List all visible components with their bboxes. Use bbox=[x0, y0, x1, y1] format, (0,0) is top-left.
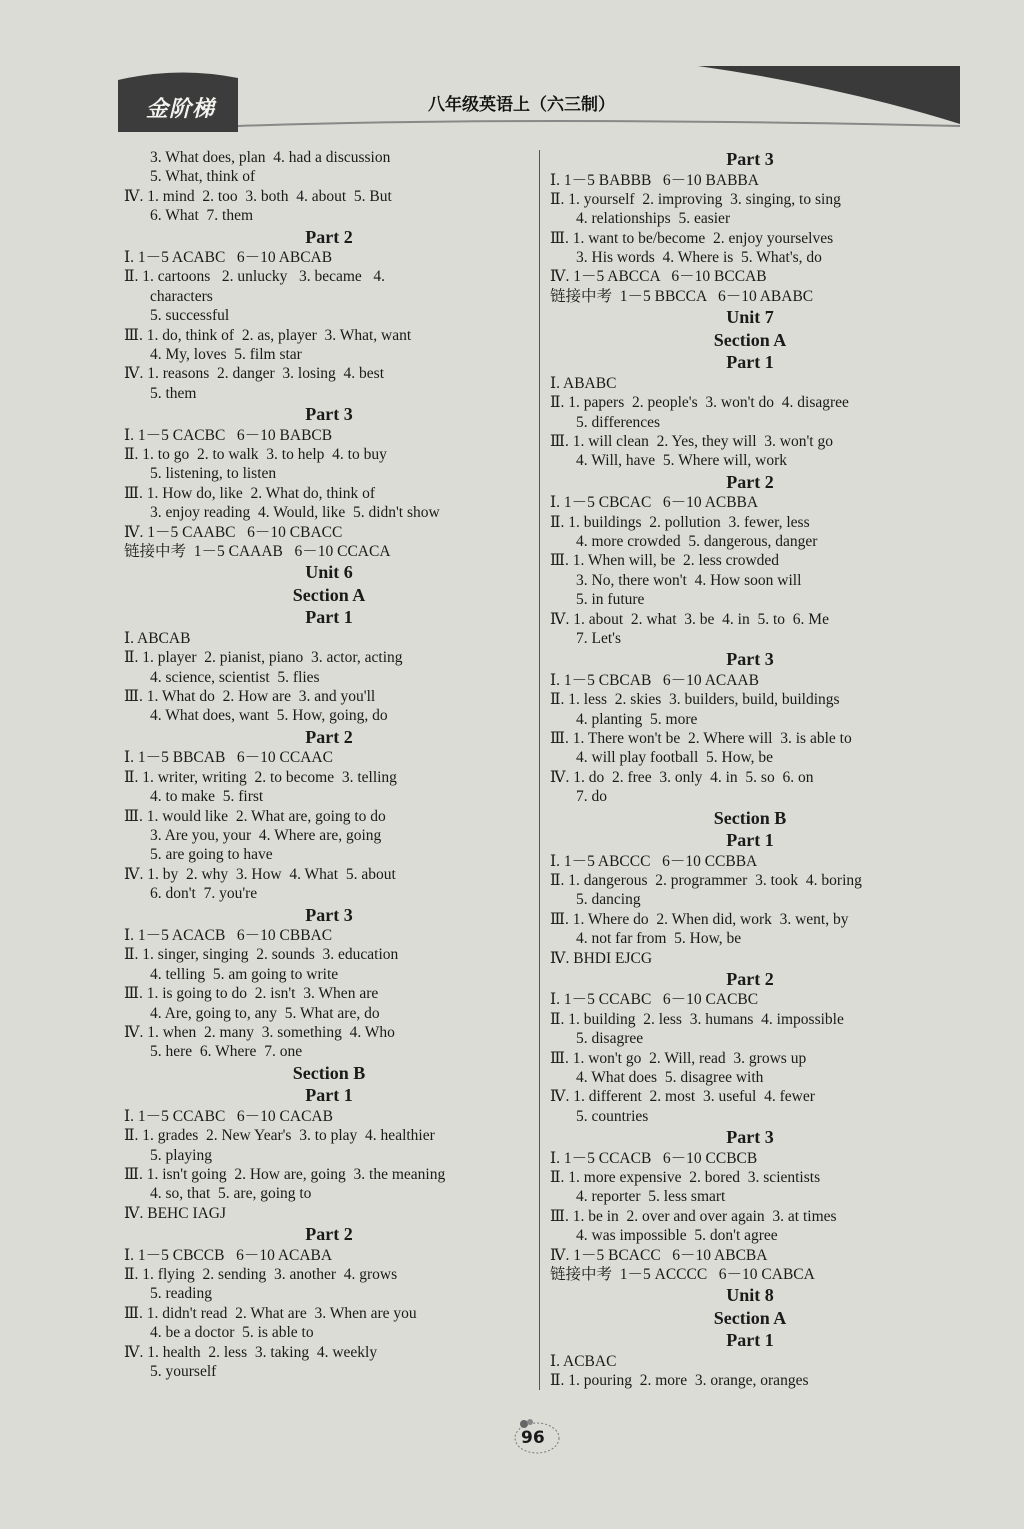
answer-line: Ⅳ. 1. do 2. free 3. only 4. in 5. so 6. on bbox=[550, 768, 814, 786]
left-answer-column bbox=[124, 148, 534, 1381]
answer-line: 4. be a doctor 5. is able to bbox=[150, 1324, 314, 1342]
answer-line: 链接中考 1－5 ACCCC 6－10 CABCA bbox=[550, 1265, 815, 1283]
answer-line: 5. here 6. Where 7. one bbox=[150, 1043, 303, 1061]
answer-line: Ⅲ. 1. isn't going 2. How are, going 3. the meaning bbox=[124, 1165, 446, 1183]
answer-line: 3. Are you, your 4. Where are, going bbox=[150, 826, 382, 844]
answer-line: Ⅲ. 1. didn't read 2. What are 3. When are you bbox=[124, 1304, 417, 1322]
answer-line: Ⅱ. 1. yourself 2. improving 3. singing, to sing bbox=[550, 190, 841, 208]
answer-line: 6. What 7. them bbox=[150, 207, 254, 225]
answer-line: 4. science, scientist 5. flies bbox=[150, 668, 320, 686]
answer-line: 4. was impossible 5. don't agree bbox=[576, 1227, 778, 1245]
page-number: 96 bbox=[521, 1428, 545, 1448]
answer-line: 4. Are, going to, any 5. What are, do bbox=[150, 1004, 380, 1022]
answer-line: Ⅱ. 1. buildings 2. pollution 3. fewer, less bbox=[550, 513, 810, 531]
answer-line: 4. reporter 5. less smart bbox=[576, 1188, 726, 1206]
answer-line: 3. No, there won't 4. How soon will bbox=[576, 571, 802, 589]
answer-line: Ⅱ. 1. flying 2. sending 3. another 4. grows bbox=[124, 1265, 398, 1283]
section-heading: Part 2 bbox=[305, 1224, 353, 1245]
answer-line: 5. differences bbox=[576, 413, 661, 431]
answer-line: 7. Let's bbox=[576, 629, 621, 647]
answer-line: Ⅱ. 1. to go 2. to walk 3. to help 4. to buy bbox=[124, 446, 387, 464]
section-heading: Part 3 bbox=[726, 149, 774, 169]
answer-line: 4. Will, have 5. Where will, work bbox=[576, 452, 788, 470]
answer-line: Ⅰ. 1－5 BABBB 6－10 BABBA bbox=[550, 171, 759, 189]
section-heading: Section B bbox=[292, 1062, 366, 1083]
logo-text: 金阶梯 bbox=[146, 96, 216, 122]
answer-line: Ⅱ. 1. building 2. less 3. humans 4. impossible bbox=[550, 1010, 844, 1028]
answer-line: Ⅳ. 1. about 2. what 3. be 4. in 5. to 6. Me bbox=[550, 610, 829, 628]
answer-line: 4. telling 5. am going to write bbox=[150, 965, 339, 983]
answer-line: Ⅲ. 1. will clean 2. Yes, they will 3. won't go bbox=[550, 432, 833, 450]
section-heading: Section B bbox=[713, 807, 787, 828]
answer-line: 5. reading bbox=[150, 1285, 212, 1303]
answer-line: 4. more crowded 5. dangerous, danger bbox=[576, 532, 818, 550]
section-heading: Part 1 bbox=[726, 352, 774, 373]
section-heading: Part 2 bbox=[305, 226, 353, 247]
answer-line: 4. relationships 5. easier bbox=[576, 210, 731, 228]
answer-line: 5. are going to have bbox=[150, 846, 273, 864]
answer-line: Ⅰ. 1－5 CBCAB 6－10 ACAAB bbox=[550, 671, 759, 689]
answer-line: Ⅳ. 1. health 2. less 3. taking 4. weekly bbox=[124, 1343, 378, 1361]
answer-line: Ⅳ. 1. by 2. why 3. How 4. What 5. about bbox=[124, 865, 396, 883]
answer-line: 4. will play football 5. How, be bbox=[576, 749, 774, 767]
answer-line: Ⅰ. ABCAB bbox=[124, 629, 191, 647]
answer-line: Ⅱ. 1. papers 2. people's 3. won't do 4. disagree bbox=[550, 394, 849, 412]
answer-line: Ⅰ. 1－5 ACACB 6－10 CBBAC bbox=[124, 927, 333, 944]
answer-line: Ⅲ. 1. do, think of 2. as, player 3. What, want bbox=[124, 326, 412, 344]
answer-line: Ⅱ. 1. singer, singing 2. sounds 3. education bbox=[124, 946, 399, 964]
answer-line: 3. enjoy reading 4. Would, like 5. didn't show bbox=[150, 504, 440, 522]
right-answer-column bbox=[550, 148, 950, 1391]
section-heading: Section A bbox=[713, 1307, 787, 1328]
answer-line: 5. in future bbox=[576, 591, 645, 609]
section-heading: Unit 6 bbox=[305, 562, 353, 583]
answer-line: 4. My, loves 5. film star bbox=[150, 346, 302, 364]
answer-line: Ⅲ. 1. When will, be 2. less crowded bbox=[550, 552, 780, 570]
answer-line: 5. disagree bbox=[576, 1030, 644, 1048]
section-heading: Unit 8 bbox=[726, 1285, 774, 1306]
answer-line: Ⅰ. 1－5 ACABC 6－10 ABCAB bbox=[124, 249, 333, 267]
answer-line: 链接中考 1－5 CAAAB 6－10 CCACA bbox=[124, 543, 391, 561]
answer-line: Ⅳ. 1. reasons 2. danger 3. losing 4. best bbox=[124, 365, 385, 383]
answer-line: Ⅲ. 1. There won't be 2. Where will 3. is able to bbox=[550, 729, 852, 747]
section-heading: Part 3 bbox=[726, 649, 774, 670]
answer-line: 7. do bbox=[576, 788, 607, 806]
answer-line: Ⅲ. 1. be in 2. over and over again 3. at times bbox=[550, 1207, 837, 1225]
answer-line: Ⅰ. 1－5 CACBC 6－10 BABCB bbox=[124, 426, 333, 444]
answer-line: Ⅲ. 1. would like 2. What are, going to do bbox=[124, 807, 386, 825]
answer-line: Ⅰ. 1－5 CCABC 6－10 CACAB bbox=[124, 1107, 333, 1125]
section-heading: Part 3 bbox=[305, 404, 353, 425]
answer-line: 4. What does 5. disagree with bbox=[576, 1068, 764, 1086]
answer-line: Ⅰ. 1－5 BBCAB 6－10 CCAAC bbox=[124, 749, 333, 767]
section-heading: Unit 7 bbox=[726, 307, 774, 328]
answer-line: Ⅳ. 1－5 BCACC 6－10 ABCBA bbox=[550, 1246, 768, 1264]
answer-line: 4. to make 5. first bbox=[150, 788, 264, 806]
section-heading: Part 3 bbox=[305, 904, 353, 925]
answer-line: Ⅳ. BHDI EJCG bbox=[550, 949, 653, 967]
answer-line: Ⅲ. 1. won't go 2. Will, read 3. grows up bbox=[550, 1049, 807, 1067]
section-heading: Part 1 bbox=[305, 607, 353, 628]
answer-line: 5. them bbox=[150, 384, 197, 402]
answer-line: 6. don't 7. you're bbox=[150, 885, 258, 903]
answer-line: 4. planting 5. more bbox=[576, 710, 698, 728]
answer-line: 3. What does, plan 4. had a discussion bbox=[150, 149, 391, 166]
answer-line: Ⅳ. 1. different 2. most 3. useful 4. fewer bbox=[550, 1088, 815, 1106]
section-heading: Part 2 bbox=[726, 968, 774, 989]
section-heading: Part 1 bbox=[726, 1330, 774, 1351]
section-heading: Part 3 bbox=[726, 1127, 774, 1148]
section-heading: Part 1 bbox=[726, 830, 774, 851]
answer-line: Ⅳ. BEHC IAGJ bbox=[124, 1204, 227, 1222]
section-heading: Section A bbox=[292, 584, 366, 605]
answer-line: Ⅰ. 1－5 CBCAC 6－10 ACBBA bbox=[550, 494, 759, 512]
answer-line: Ⅱ. 1. writer, writing 2. to become 3. telling bbox=[124, 768, 397, 786]
answer-line: Ⅳ. 1－5 CAABC 6－10 CBACC bbox=[124, 523, 343, 541]
answer-line: Ⅱ. 1. pouring 2. more 3. orange, oranges bbox=[550, 1372, 809, 1390]
answer-line: 5. dancing bbox=[576, 891, 641, 909]
page-number-badge bbox=[512, 1416, 562, 1456]
answer-line: 5. What, think of bbox=[150, 168, 256, 186]
answer-line: Ⅱ. 1. less 2. skies 3. builders, build, buildings bbox=[550, 691, 840, 709]
section-heading: Part 1 bbox=[305, 1085, 353, 1106]
answer-line: 5. successful bbox=[150, 307, 230, 325]
section-heading: Section A bbox=[713, 329, 787, 350]
answer-line: Ⅰ. ACBAC bbox=[550, 1352, 617, 1370]
answer-line: Ⅳ. 1. mind 2. too 3. both 4. about 5. But bbox=[124, 187, 392, 205]
column-divider bbox=[539, 150, 540, 1390]
answer-line: 5. countries bbox=[576, 1107, 649, 1125]
answer-line: Ⅱ. 1. more expensive 2. bored 3. scientists bbox=[550, 1169, 821, 1187]
answer-line: 3. His words 4. Where is 5. What's, do bbox=[576, 249, 822, 267]
answer-line: Ⅳ. 1. when 2. many 3. something 4. Who bbox=[124, 1023, 395, 1041]
answer-line: Ⅱ. 1. dangerous 2. programmer 3. took 4. boring bbox=[550, 871, 862, 889]
answer-line: Ⅰ. 1－5 CCACB 6－10 CCBCB bbox=[550, 1149, 758, 1167]
answer-line: Ⅳ. 1－5 ABCCA 6－10 BCCAB bbox=[550, 268, 767, 286]
book-title: 八年级英语上（六三制） bbox=[428, 95, 615, 115]
answer-line: 链接中考 1－5 BBCCA 6－10 ABABC bbox=[550, 287, 814, 305]
answer-line: Ⅲ. 1. What do 2. How are 3. and you'll bbox=[124, 688, 376, 706]
answer-line: Ⅲ. 1. How do, like 2. What do, think of bbox=[124, 484, 376, 502]
answer-line: Ⅱ. 1. cartoons 2. unlucky 3. became 4. bbox=[124, 268, 386, 286]
answer-line: 4. What does, want 5. How, going, do bbox=[150, 707, 388, 725]
answer-line: Ⅰ. 1－5 ABCCC 6－10 CCBBA bbox=[550, 852, 758, 870]
answer-line: Ⅲ. 1. want to be/become 2. enjoy yourselves bbox=[550, 229, 834, 247]
section-heading: Part 2 bbox=[726, 471, 774, 492]
answer-line: 4. not far from 5. How, be bbox=[576, 930, 742, 948]
answer-line: Ⅲ. 1. Where do 2. When did, work 3. went, by bbox=[550, 910, 849, 928]
answer-line: characters bbox=[150, 287, 213, 305]
answer-line: Ⅰ. 1－5 CBCCB 6－10 ACABA bbox=[124, 1246, 333, 1264]
answer-line: 5. yourself bbox=[150, 1362, 217, 1380]
answer-line: 5. listening, to listen bbox=[150, 465, 277, 483]
answer-line: Ⅱ. 1. grades 2. New Year's 3. to play 4. healthier bbox=[124, 1127, 435, 1145]
answer-line: 5. playing bbox=[150, 1146, 212, 1164]
answer-line: Ⅱ. 1. player 2. pianist, piano 3. actor, acting bbox=[124, 649, 403, 667]
answer-line: Ⅰ. ABABC bbox=[550, 374, 617, 392]
answer-line: 4. so, that 5. are, going to bbox=[150, 1185, 312, 1203]
answer-line: Ⅰ. 1－5 CCABC 6－10 CACBC bbox=[550, 991, 759, 1009]
section-heading: Part 2 bbox=[305, 726, 353, 747]
answer-line: Ⅲ. 1. is going to do 2. isn't 3. When are bbox=[124, 985, 379, 1003]
